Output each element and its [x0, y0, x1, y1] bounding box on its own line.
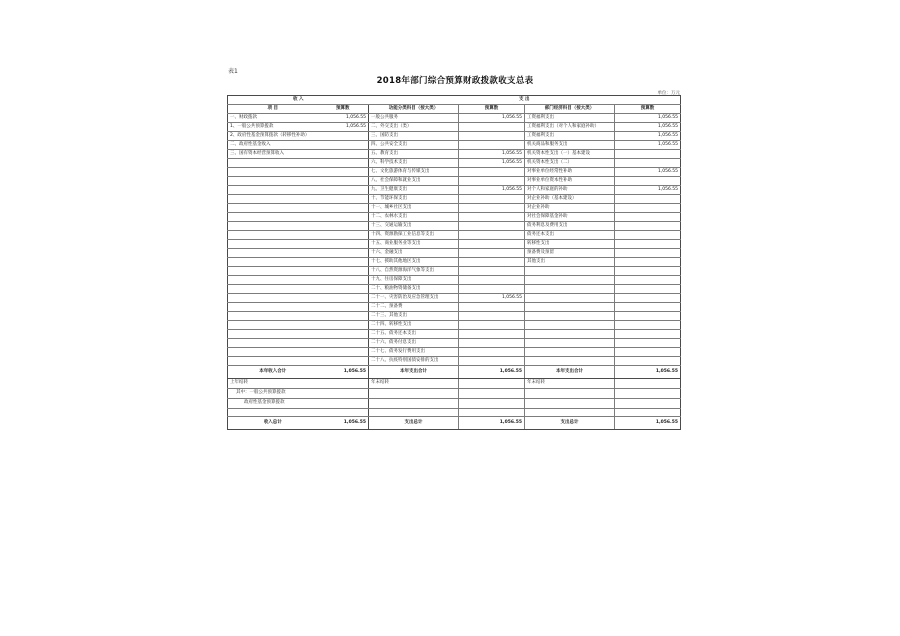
econ-class-item: 对事业单位经常性补助	[525, 168, 615, 177]
func-budget-header: 预算数	[459, 105, 525, 114]
income-item	[228, 339, 318, 348]
column-header-row	[228, 105, 681, 114]
income-item	[228, 285, 318, 294]
econ-class-item	[525, 339, 615, 348]
income-budget	[318, 330, 369, 339]
income-budget	[318, 213, 369, 222]
func-budget	[459, 195, 525, 204]
income-item	[228, 222, 318, 231]
table-row	[228, 123, 681, 132]
econ-class-item	[525, 312, 615, 321]
income-budget	[318, 303, 369, 312]
income-budget: 1,056.55	[318, 114, 369, 123]
func-budget	[459, 204, 525, 213]
income-item: 2、政府性基金预算拨款（转移性补助）	[228, 132, 318, 141]
income-budget	[318, 204, 369, 213]
econ-class-item: 机关资本性支出（一）基本建设	[525, 150, 615, 159]
econ-budget	[615, 159, 681, 168]
func-class-item: 十、节能环保支出	[369, 195, 459, 204]
section-header-row	[228, 96, 681, 105]
func-budget	[459, 276, 525, 285]
func-class-item: 七、文化旅游体育与传媒支出	[369, 168, 459, 177]
econ-budget	[615, 285, 681, 294]
income-section-header: 收 入	[228, 96, 369, 105]
table-row	[228, 159, 681, 168]
econ-class-item	[525, 321, 615, 330]
income-grand-value: 1,056.55	[318, 417, 369, 430]
econ-class-item: 转移性支出	[525, 240, 615, 249]
func-budget	[459, 213, 525, 222]
econ-class-item: 对企业补助	[525, 204, 615, 213]
table-row	[228, 276, 681, 285]
func-budget	[459, 222, 525, 231]
table-row	[228, 249, 681, 258]
income-item	[228, 294, 318, 303]
func-class-item: 二十一、灾害防治及应急管理支出	[369, 294, 459, 303]
table-row	[228, 177, 681, 186]
econ-class-item: 机关资本性支出（二）	[525, 159, 615, 168]
income-budget-header: 预算数	[318, 105, 369, 114]
econ-budget	[615, 204, 681, 213]
func-budget	[459, 357, 525, 366]
table-row	[228, 195, 681, 204]
income-item	[228, 231, 318, 240]
income-item-header: 项 目	[228, 105, 318, 114]
econ-budget	[615, 249, 681, 258]
table-row	[228, 312, 681, 321]
econ-budget: 1,056.55	[615, 123, 681, 132]
econ-budget	[615, 321, 681, 330]
income-item	[228, 249, 318, 258]
func-budget	[459, 168, 525, 177]
budget-table	[227, 95, 681, 430]
income-item	[228, 330, 318, 339]
func-budget: 1,056.55	[459, 186, 525, 195]
expense-total-label: 本年支出合计	[369, 366, 459, 379]
income-item	[228, 186, 318, 195]
income-budget	[318, 294, 369, 303]
econ-budget	[615, 348, 681, 357]
table-row	[228, 357, 681, 366]
func-class-item: 十一、城乡社区支出	[369, 204, 459, 213]
income-budget	[318, 240, 369, 249]
expense-grand-value: 1,056.55	[459, 417, 525, 430]
func-class-item: 二十六、债务付息支出	[369, 339, 459, 348]
carryover-fund-row	[228, 399, 681, 409]
func-budget	[459, 303, 525, 312]
table-row	[228, 231, 681, 240]
func-class-item: 二十三、其他支出	[369, 312, 459, 321]
income-budget	[318, 222, 369, 231]
func-budget	[459, 123, 525, 132]
income-item	[228, 321, 318, 330]
income-budget	[318, 141, 369, 150]
econ-total-value: 1,056.55	[615, 366, 681, 379]
func-class-item: 十五、商业服务业等支出	[369, 240, 459, 249]
income-item	[228, 276, 318, 285]
income-total-label: 本年收入合计	[228, 366, 318, 379]
income-budget	[318, 276, 369, 285]
func-budget	[459, 312, 525, 321]
econ-budget	[615, 303, 681, 312]
expense-section-header: 支 出	[369, 96, 681, 105]
table-row	[228, 321, 681, 330]
econ-class-item: 对企业补助（基本建设）	[525, 195, 615, 204]
func-class-header: 功能分类科目（按大类）	[369, 105, 459, 114]
econ-class-item: 工资福利支出	[525, 114, 615, 123]
income-item	[228, 159, 318, 168]
econ-class-item: 机关商品和服务支出	[525, 141, 615, 150]
func-budget	[459, 141, 525, 150]
table-row	[228, 213, 681, 222]
table-row	[228, 339, 681, 348]
income-budget	[318, 231, 369, 240]
income-budget	[318, 339, 369, 348]
econ-class-item	[525, 285, 615, 294]
econ-grand-value: 1,056.55	[615, 417, 681, 430]
income-item	[228, 168, 318, 177]
func-class-item: 二十二、预备费	[369, 303, 459, 312]
income-item	[228, 348, 318, 357]
income-budget	[318, 132, 369, 141]
econ-class-item	[525, 294, 615, 303]
carryover-general-label: 其中：一般公共预算拨款	[228, 389, 318, 399]
carryover-row	[228, 379, 681, 389]
func-budget	[459, 177, 525, 186]
income-item: 1、一般公共预算拨款	[228, 123, 318, 132]
income-budget	[318, 195, 369, 204]
econ-budget	[615, 231, 681, 240]
func-budget: 1,056.55	[459, 294, 525, 303]
income-item	[228, 240, 318, 249]
func-class-item: 十三、交通运输支出	[369, 222, 459, 231]
income-budget	[318, 267, 369, 276]
econ-budget: 1,056.55	[615, 132, 681, 141]
expense-carry-label: 年末结转	[369, 379, 459, 389]
econ-class-item: 对个人和家庭的补助	[525, 186, 615, 195]
page-title: 2018年部门综合预算财政拨款收支总表	[376, 76, 534, 86]
econ-budget: 1,056.55	[615, 114, 681, 123]
func-class-item: 十二、农林水支出	[369, 213, 459, 222]
econ-grand-label: 支出总计	[525, 417, 615, 430]
econ-budget	[615, 240, 681, 249]
func-class-item: 十七、援助其他地区支出	[369, 258, 459, 267]
income-budget	[318, 150, 369, 159]
func-class-item: 十六、金融支出	[369, 249, 459, 258]
table-row	[228, 294, 681, 303]
econ-budget	[615, 222, 681, 231]
econ-budget: 1,056.55	[615, 186, 681, 195]
econ-budget	[615, 339, 681, 348]
func-class-item: 二十五、债务还本支出	[369, 330, 459, 339]
income-item	[228, 177, 318, 186]
income-item	[228, 258, 318, 267]
func-budget: 1,056.55	[459, 159, 525, 168]
econ-class-item: 债务利息及费用支出	[525, 222, 615, 231]
econ-class-item	[525, 303, 615, 312]
income-budget	[318, 321, 369, 330]
income-budget	[318, 186, 369, 195]
econ-budget	[615, 312, 681, 321]
econ-class-item: 工资福利支出（对个人和家庭补助）	[525, 123, 615, 132]
econ-total-label: 本年支出合计	[525, 366, 615, 379]
econ-class-item: 债务还本支出	[525, 231, 615, 240]
expense-grand-label: 支出总计	[369, 417, 459, 430]
table-row	[228, 222, 681, 231]
income-item	[228, 213, 318, 222]
income-item: 一、财政拨款	[228, 114, 318, 123]
func-class-item: 十九、住房保障支出	[369, 276, 459, 285]
func-class-item: 十八、自然资源海洋气象等支出	[369, 267, 459, 276]
func-budget	[459, 267, 525, 276]
func-class-item: 五、教育支出	[369, 150, 459, 159]
income-budget	[318, 258, 369, 267]
func-class-item: 二十、粮油物资储备支出	[369, 285, 459, 294]
econ-class-item: 其他支出	[525, 258, 615, 267]
econ-budget	[615, 177, 681, 186]
income-budget	[318, 159, 369, 168]
table-row	[228, 303, 681, 312]
income-budget	[318, 348, 369, 357]
spacer-row	[228, 409, 681, 417]
econ-class-item	[525, 357, 615, 366]
func-budget	[459, 231, 525, 240]
table-row	[228, 285, 681, 294]
econ-class-item: 预备费及预留	[525, 249, 615, 258]
econ-carry-label: 年末结转	[525, 379, 615, 389]
func-class-item: 一般公共服务	[369, 114, 459, 123]
income-item	[228, 195, 318, 204]
table-row	[228, 114, 681, 123]
econ-class-item: 对事业单位资本性补助	[525, 177, 615, 186]
income-grand-label: 收入总计	[228, 417, 318, 430]
econ-budget	[615, 258, 681, 267]
func-class-item: 四、公共安全支出	[369, 141, 459, 150]
econ-class-item	[525, 267, 615, 276]
income-total-value: 1,056.55	[318, 366, 369, 379]
func-budget	[459, 258, 525, 267]
year-total-row	[228, 366, 681, 379]
table-row	[228, 348, 681, 357]
econ-class-item	[525, 330, 615, 339]
econ-budget	[615, 294, 681, 303]
grand-total-row	[228, 417, 681, 430]
income-item	[228, 312, 318, 321]
econ-class-item: 对社会保障基金补助	[525, 213, 615, 222]
expense-total-value: 1,056.55	[459, 366, 525, 379]
income-item: 三、国有资本经营预算收入	[228, 150, 318, 159]
func-budget	[459, 330, 525, 339]
econ-class-header: 部门经济科目（按大类）	[525, 105, 615, 114]
func-budget	[459, 285, 525, 294]
income-budget	[318, 249, 369, 258]
func-budget	[459, 339, 525, 348]
econ-budget-header: 预算数	[615, 105, 681, 114]
func-budget	[459, 249, 525, 258]
func-budget	[459, 348, 525, 357]
econ-budget: 1,056.55	[615, 168, 681, 177]
table-row	[228, 168, 681, 177]
income-item	[228, 267, 318, 276]
unit-label: 单位：万元	[657, 91, 680, 96]
econ-budget	[615, 195, 681, 204]
econ-budget	[615, 213, 681, 222]
income-budget: 1,056.55	[318, 123, 369, 132]
table-row	[228, 186, 681, 195]
econ-budget	[615, 150, 681, 159]
func-class-item: 九、卫生健康支出	[369, 186, 459, 195]
table-row	[228, 258, 681, 267]
table-row	[228, 141, 681, 150]
func-class-item: 二十八、抗疫特别国债安排的支出	[369, 357, 459, 366]
econ-class-item: 工资福利支出	[525, 132, 615, 141]
econ-class-item	[525, 348, 615, 357]
func-class-item: 二、外交支出（类）	[369, 123, 459, 132]
func-class-item: 二十七、债务发行费用支出	[369, 348, 459, 357]
func-class-item: 八、社会保障和就业支出	[369, 177, 459, 186]
income-item	[228, 204, 318, 213]
econ-budget	[615, 276, 681, 285]
income-item: 二、政府性基金收入	[228, 141, 318, 150]
func-budget: 1,056.55	[459, 114, 525, 123]
func-class-item: 六、科学技术支出	[369, 159, 459, 168]
table-number: 表1	[228, 68, 238, 75]
income-budget	[318, 177, 369, 186]
econ-class-item	[525, 276, 615, 285]
income-budget	[318, 357, 369, 366]
econ-budget	[615, 330, 681, 339]
table-row	[228, 330, 681, 339]
table-row	[228, 204, 681, 213]
func-class-item: 二十四、转移性支出	[369, 321, 459, 330]
func-budget: 1,056.55	[459, 150, 525, 159]
func-class-item: 十四、资源勘探工业信息等支出	[369, 231, 459, 240]
table-row	[228, 132, 681, 141]
func-budget	[459, 240, 525, 249]
func-class-item: 三、国防支出	[369, 132, 459, 141]
table-row	[228, 267, 681, 276]
income-item	[228, 303, 318, 312]
econ-budget: 1,056.55	[615, 141, 681, 150]
func-budget	[459, 132, 525, 141]
carryover-general-row	[228, 389, 681, 399]
carryover-label: 上年结转	[228, 379, 318, 389]
income-item	[228, 357, 318, 366]
func-budget	[459, 321, 525, 330]
econ-budget	[615, 357, 681, 366]
table-row	[228, 240, 681, 249]
income-budget	[318, 168, 369, 177]
table-row	[228, 150, 681, 159]
income-budget	[318, 285, 369, 294]
econ-budget	[615, 267, 681, 276]
income-budget	[318, 312, 369, 321]
carryover-fund-label: 政府性基金预算拨款	[228, 399, 318, 409]
